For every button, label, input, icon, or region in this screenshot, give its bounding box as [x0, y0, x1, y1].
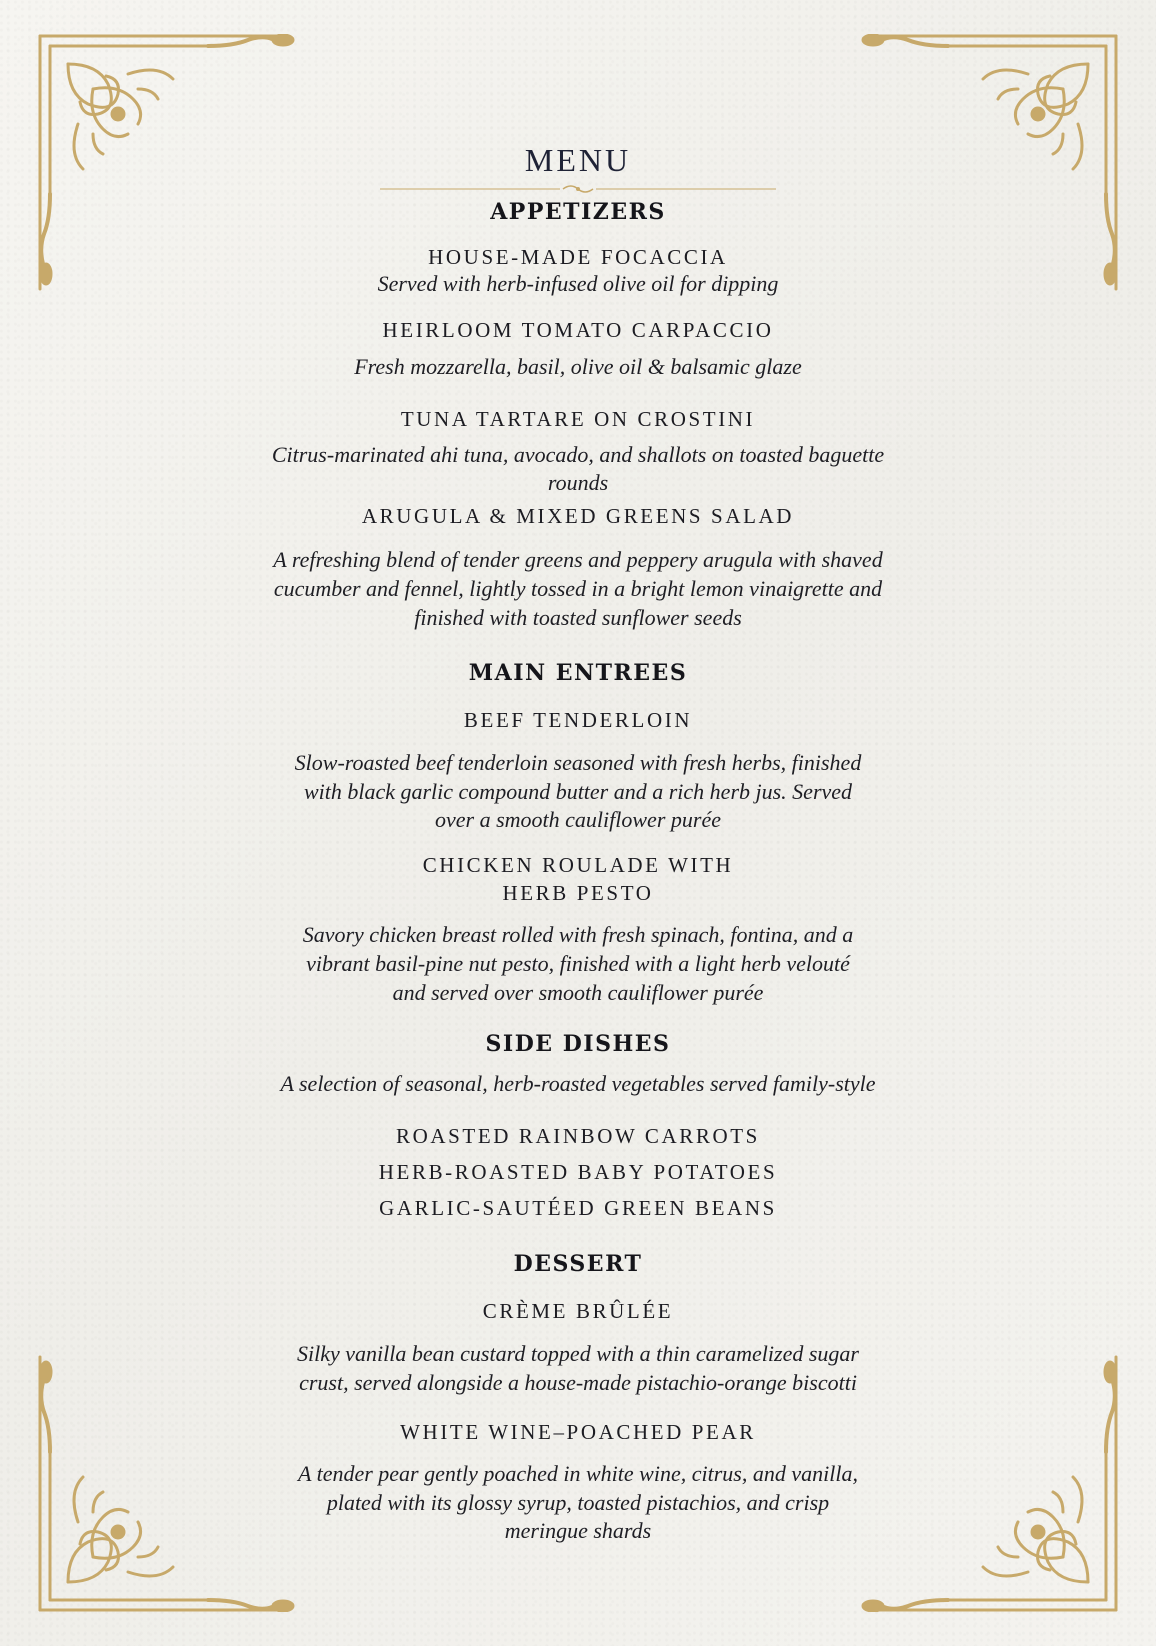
- menu-item-description: over a smooth cauliflower purée: [435, 807, 721, 832]
- divider-flourish-icon: [380, 184, 776, 194]
- menu-item-name: CRÈME BRÛLÉE: [482, 1299, 674, 1323]
- menu-item-name: CHICKEN ROULADE WITH: [422, 853, 734, 877]
- menu-item-description: Slow-roasted beef tenderloin seasoned with fresh herbs, finished: [294, 750, 862, 775]
- menu-item-name: HERB PESTO: [502, 881, 654, 905]
- menu-item-description: rounds: [547, 470, 609, 495]
- menu-item-description: vibrant basil-pine nut pesto, finished with a light herb velouté: [306, 951, 850, 976]
- menu-item-description: meringue shards: [504, 1518, 652, 1543]
- section-heading-side-dishes: SIDE DISHES: [485, 1031, 671, 1057]
- menu-title: MENU: [524, 142, 632, 178]
- menu-item-description: A tender pear gently poached in white wine, citrus, and vanilla,: [298, 1461, 858, 1486]
- section-heading-appetizers: APPETIZERS: [490, 199, 666, 225]
- menu-item-description: finished with toasted sunflower seeds: [414, 605, 742, 630]
- menu-item-description: Citrus-marinated ahi tuna, avocado, and shallots on toasted baguette: [271, 442, 885, 467]
- menu-item-name: ARUGULA & MIXED GREENS SALAD: [361, 504, 795, 528]
- menu-item-description: with black garlic compound butter and a rich herb jus. Served: [303, 779, 853, 804]
- menu-item-description: and served over smooth cauliflower purée: [392, 980, 764, 1005]
- menu-item-description: Served with herb-infused olive oil for dipping: [377, 271, 779, 296]
- menu-item-name: HEIRLOOM TOMATO CARPACCIO: [382, 318, 774, 342]
- menu-item-description: cucumber and fennel, lightly tossed in a bright lemon vinaigrette and: [273, 576, 883, 601]
- section-heading-main-entrees: MAIN ENTREES: [468, 660, 688, 686]
- menu-item-name: TUNA TARTARE ON CROSTINI: [400, 407, 756, 431]
- menu-item-description: Silky vanilla bean custard topped with a thin caramelized sugar: [297, 1341, 859, 1366]
- menu-item-name: HOUSE-MADE FOCACCIA: [428, 245, 728, 269]
- menu-item-name: BEEF TENDERLOIN: [463, 708, 693, 732]
- menu-item-name: WHITE WINE–POACHED PEAR: [400, 1420, 756, 1444]
- section-heading-dessert: DESSERT: [513, 1251, 643, 1277]
- menu-item-description: crust, served alongside a house-made pistachio-orange biscotti: [299, 1370, 857, 1395]
- menu-item-description: Savory chicken breast rolled with fresh spinach, fontina, and a: [302, 922, 854, 947]
- section-intro: A selection of seasonal, herb-roasted vegetables served family-style: [280, 1071, 876, 1096]
- side-dish-item: ROASTED RAINBOW CARROTS: [396, 1124, 760, 1148]
- side-dish-item: GARLIC-SAUTÉED GREEN BEANS: [379, 1196, 777, 1220]
- menu-item-description: A refreshing blend of tender greens and peppery arugula with shaved: [273, 547, 883, 572]
- menu-item-description: Fresh mozzarella, basil, olive oil & balsamic glaze: [354, 354, 802, 379]
- menu-item-description: plated with its glossy syrup, toasted pistachios, and crisp: [326, 1490, 830, 1515]
- side-dish-item: HERB-ROASTED BABY POTATOES: [378, 1160, 778, 1184]
